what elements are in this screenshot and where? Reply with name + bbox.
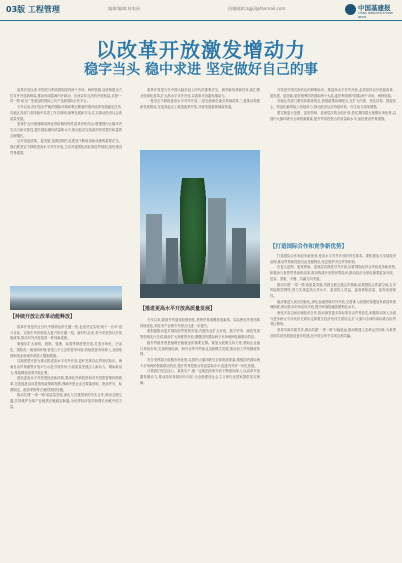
paragraph: 要实施更大范围、更宽领域、更深层次的全面开放,依托我国超大规模市场优势,以国内大循环吸引全球资源要素,提升贸易投资合作质量和水平,加快建设贸易强国。 — [270, 110, 396, 121]
center-caption: 【推进更高水平开放高质量发展】 — [140, 306, 216, 312]
page-section-label: 03版 工程管理 — [6, 5, 60, 14]
paragraph: 只要我们坚定信心、真抓实干,就一定能把改革开放不断推向深入,以改革开放激发增动力,推动经济持续回升向好,为全面建设社会主义现代化国家提供坚实保障。 — [140, 369, 260, 385]
logo-emblem-icon — [345, 4, 356, 15]
paragraph: 今年以来,面对复杂严峻的国际环境和艰巨繁重的国内改革发展稳定任务,各地区各部门坚持稳中求进工作总基调,统筹发展和安全,扎实推动经济社会高质量发展。 — [10, 105, 122, 121]
column-3-bottom — [270, 254, 396, 558]
column-1-bottom — [10, 325, 122, 557]
paragraph: 建设更高水平开放型经济新体制,要深化外商投资和对外投资管理体制改革,完善促进双向投资的政策和制度,保障外资企业在要素获取、资质许可、标准制定、政府采购等方面的国民待遇。 — [10, 376, 122, 392]
logo-english-name: CHINA INFRASTRUCTURE NEWS — [358, 11, 393, 19]
paragraph: 打造国际合作和竞争新优势,是高水平对外开放的内在要求。要积极参与全球经济治理,推动贸易和投资自由化便利化,坚定维护多边贸易体制。 — [270, 254, 396, 264]
page-header — [0, 0, 402, 21]
paragraph: 推动共建'一带一路'高质量发展,深化与共建国家的务实合作,推动互联互通,共同维护全球产业链供应链稳定畅通,为世界经济复苏和增长贡献中国力量。 — [10, 393, 122, 409]
submission-email: 投稿邮箱:zgjijl@foxmail.com — [228, 6, 286, 11]
section-heading: 【打造国际合作和竞争新优势】 — [270, 244, 348, 250]
newspaper-logo — [345, 3, 397, 17]
paragraph: 一是坚定不移推进高水平对外开放,二是全面深化重点领域改革,三是推动构建新发展格局,在更高起点上推进改革开放,开辟发展新领域新赛道。 — [140, 99, 260, 110]
paragraph: 推动共建'一带一路'高质量发展,巩固互联互通合作基础,拓展国际合作新空间,扎牢风险防控网络,努力实现更高合作水平、更高投入效益、更高供给质量、更高发展韧性。 — [270, 282, 396, 298]
left-caption: 【持续开放让改革动能释放】 — [10, 314, 76, 320]
photo-ground — [140, 284, 260, 298]
logo-name: 中国基建报 — [358, 4, 391, 12]
paragraph: 要积极推动更多国际经贸规则对接,在服务业扩大开放、数字贸易、绿色发展等领域先行先试,稳步扩大制度型开放,增强国内国际两个市场两种资源联动效应。 — [140, 329, 260, 340]
paragraph: 坚持扩大内需战略同深化供给侧结构性改革有机结合,增强国内大循环内生动力和可靠性,提升国际循环质量和水平,推动经济实现质的有效提升和量的合理增长。 — [10, 122, 122, 138]
paragraph: 充分发挥超大规模市场优势,以国内大循环吸引全球资源要素,增强国内国际两个市场两种资源联动效应,提升贸易投资合作质量和水平,促进内外贸一体化发展。 — [140, 357, 260, 368]
column-2-top — [140, 88, 260, 148]
paragraph: 坚持共商共建共享,推动共建'一带一路'行稳致远,推动构建人类命运共同体,为世界各国共同发展创造更多机遇,在开放合作中实现互利共赢。 — [270, 328, 396, 338]
paragraph: 改革开放是决定当代中国命运的关键一招,也是决定实现'两个一百年'奋斗目标、实现中华民族伟大复兴的关键一招。新时代以来,党中央坚持以开放促改革,推动对外开放取得一系列新成就。 — [10, 325, 122, 341]
column-2-bottom — [140, 318, 260, 558]
paragraph: 深化多双边和区域经济合作,推动商签更多高标准自由贸易协定,积极推动加入全面与进步跨太平洋伙伴关系协定和数字经济伙伴关系协定,扩大面向全球的高标准自由贸易区网络。 — [270, 311, 396, 327]
paragraph: 今年以来,我国外贸展现较强韧性,货物贸易规模再创新高。实际使用外资结构持续优化,高技术产业吸引外资占比进一步提升。 — [140, 318, 260, 328]
paragraph: 各地区各部门要坚持系统观念,加强政策协调配合,在扩大内需、优化结构、提振信心、防范化解风险上持续用力,推动经济运行持续好转、内生动力持续增强。 — [270, 99, 396, 110]
paragraph: 要稳步扩大规则、规制、管理、标准等制度型开放,打造市场化、法治化、国际化一流营商环境,营造公平公正的竞争环境,持续放宽市场准入,全面取消制造业领域外资准入限制措施。 — [10, 342, 122, 358]
paragraph: 稳外贸稳外资是稳增长稳就业的重要支撑。要加大政策支持力度,帮助企业稳订单拓市场,支持跨境电商、海外仓等外贸新业态新模式发展,推动加工贸易梯度转移。 — [140, 340, 260, 357]
article-subheadline: 稳字当头 稳中求进 坚定做好自己的事 — [84, 62, 318, 78]
photo-tree — [180, 178, 206, 298]
city-skyline-photo — [140, 150, 260, 298]
paragraph: 在更大范围、更宽领域、更深层次推进对外开放,培育国际经济合作和竞争新优势,积极参与世界贸易组织改革,推动构建开放型世界经济,推动经济全球化朝着更加开放、包容、普惠、平衡、共赢方向发展。 — [270, 265, 396, 281]
paragraph: 开放是中国式现代化的鲜明标识。推进高水平对外开放,必须坚持以开放促改革、促发展、促创新,更好统筹国内国际两个大局,更好利用国内国际两个市场、两种资源。 — [270, 88, 396, 98]
paragraph: 以开放促改革、促发展,是我国现代化建设不断取得新成就的重要法宝。我们要坚定不移推进高水平对外开放,主动对接国际高标准经贸规则,加快建设贸易强国。 — [10, 139, 122, 155]
column-1-top — [10, 88, 122, 282]
column-3-top — [270, 88, 396, 236]
paragraph: 改革开放是当代中国大踏步赶上时代的重要法宝。面对新形势新任务,我们要全面深化改革,扩大高水平对外开放,以改革开放激发增动力。 — [140, 88, 260, 98]
paragraph: 稳步推进人民币国际化,深化金融领域对外开放,完善准入前国民待遇加负面清单管理制度,推动资本市场双向开放,提升跨境投融资便利化水平。 — [270, 299, 396, 310]
paragraph: 以制度型开放为重点推进高水平对外开放,更好发挥自由贸易试验区、海南自由贸易港等开放平台示范引领作用,为高质量发展注入新动力、增添新活力,持续释放改革开放红利。 — [10, 359, 122, 375]
editor-credit: 编辑/编辑:林家同 — [108, 6, 141, 11]
left-photo — [10, 286, 122, 310]
photo-building — [208, 198, 226, 298]
article-headline: 以改革开放激发增动力 — [96, 38, 306, 62]
paragraph: 改革开放以来,中国充分利用国际国内两个市场、两种资源,加快构建全方位对外开放新格局,推动形成陆海内外联动、东西双向互济的开放格局,共建'一带一路'成为广受欢迎的国际公共产品和国际合作平台。 — [10, 88, 122, 104]
